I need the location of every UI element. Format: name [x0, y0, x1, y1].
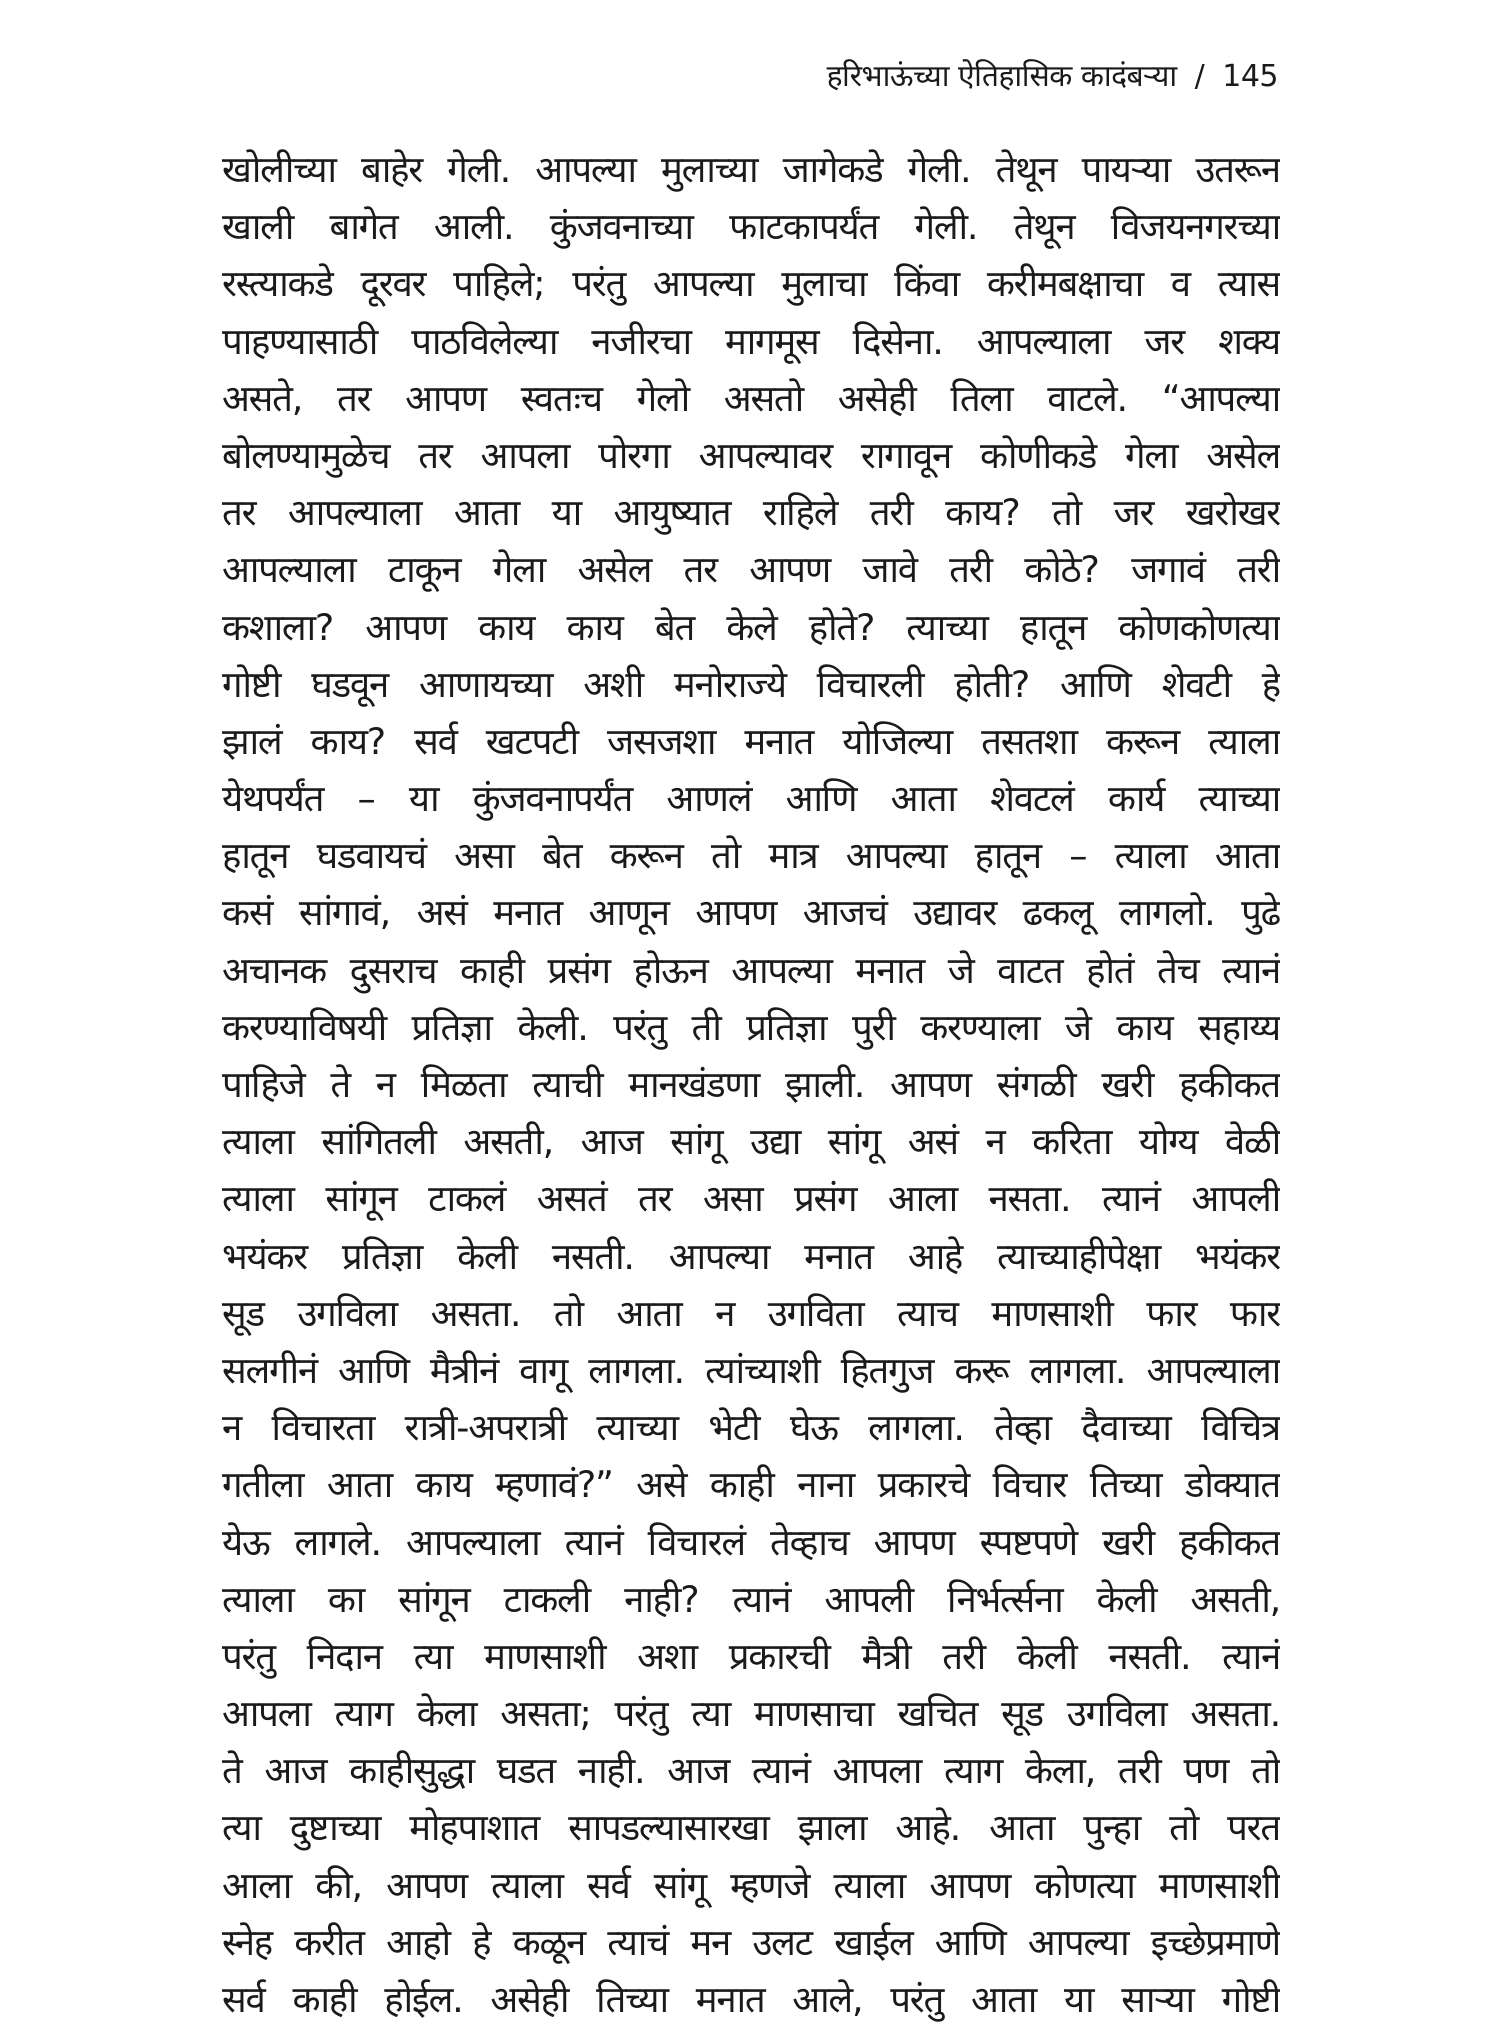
text-line: त्याला सांगितली असती, आज सांगू उद्या सांगू असं न करिता योग्य वेळी	[222, 1120, 1280, 1164]
text-line: त्याला सांगून टाकलं असतं तर असा प्रसंग आला नसता. त्यानं आपली	[222, 1177, 1280, 1221]
text-line: खोलीच्या बाहेर गेली. आपल्या मुलाच्या जागेकडे गेली. तेथून पायऱ्या उतरून	[222, 148, 1280, 191]
text-line: त्याला का सांगून टाकली नाही? त्यानं आपली निर्भर्त्सना केली असती,	[222, 1577, 1280, 1621]
text-line: खाली बागेत आली. कुंजवनाच्या फाटकापर्यंत गेली. तेथून विजयनगरच्या	[222, 205, 1280, 249]
text-line: करण्याविषयी प्रतिज्ञा केली. परंतु ती प्रतिज्ञा पुरी करण्याला जे काय सहाय्य	[222, 1005, 1280, 1049]
text-line: बोलण्यामुळेच तर आपला पोरगा आपल्यावर रागावून कोणीकडे गेला असेल	[222, 433, 1280, 477]
text-line: अचानक दुसराच काही प्रसंग होऊन आपल्या मनात जे वाटत होतं तेच त्यानं	[222, 948, 1280, 992]
text-line: येऊ लागले. आपल्याला त्यानं विचारलं तेव्हाच आपण स्पष्टपणे खरी हकीकत	[222, 1520, 1280, 1564]
text-line: भयंकर प्रतिज्ञा केली नसती. आपल्या मनात आहे त्याच्याहीपेक्षा भयंकर	[222, 1234, 1280, 1278]
page-number: 145	[1222, 59, 1278, 94]
text-line: न विचारता रात्री-अपरात्री त्याच्या भेटी घेऊ लागला. तेव्हा दैवाच्या विचित्र	[222, 1406, 1280, 1450]
text-line: झालं काय? सर्व खटपटी जसजशा मनात योजिल्या तसतशा करून त्याला	[222, 719, 1280, 763]
running-header-separator: /	[1194, 59, 1205, 94]
text-line: हातून घडवायचं असा बेत करून तो मात्र आपल्या हातून – त्याला आता	[222, 834, 1280, 878]
text-line: परंतु निदान त्या माणसाशी अशा प्रकारची मैत्री तरी केली नसती. त्यानं	[222, 1634, 1280, 1678]
text-line: गतीला आता काय म्हणावं?” असे काही नाना प्रकारचे विचार तिच्या डोक्यात	[222, 1463, 1280, 1507]
body-text	[222, 141, 1280, 2028]
text-line: सूड उगविला असता. तो आता न उगविता त्याच माणसाशी फार फार	[222, 1291, 1280, 1335]
text-line: गोष्टी घडवून आणायच्या अशी मनोराज्ये विचारली होती? आणि शेवटी हे	[222, 662, 1280, 706]
text-line: तर आपल्याला आता या आयुष्यात राहिले तरी काय? तो जर खरोखर	[222, 491, 1280, 535]
text-line: सर्व काही होईल. असेही तिच्या मनात आले, परंतु आता या साऱ्या गोष्टी	[222, 1978, 1280, 2021]
text-line: आला की, आपण त्याला सर्व सांगू म्हणजे त्याला आपण कोणत्या माणसाशी	[222, 1863, 1280, 1907]
text-line: असते, तर आपण स्वतःच गेलो असतो असेही तिला वाटले. “आपल्या	[222, 376, 1280, 420]
text-line: त्या दुष्टाच्या मोहपाशात सापडल्यासारखा झाला आहे. आता पुन्हा तो परत	[222, 1806, 1280, 1850]
text-line: आपल्याला टाकून गेला असेल तर आपण जावे तरी कोठे? जगावं तरी	[222, 548, 1280, 592]
running-header	[827, 52, 1278, 102]
text-line: रस्त्याकडे दूरवर पाहिले; परंतु आपल्या मुलाचा किंवा करीमबक्षाचा व त्यास	[222, 262, 1280, 306]
text-line: कशाला? आपण काय काय बेत केले होते? त्याच्या हातून कोणकोणत्या	[222, 605, 1280, 649]
text-line: स्नेह करीत आहो हे कळून त्याचं मन उलट खाईल आणि आपल्या इच्छेप्रमाणे	[222, 1920, 1280, 1964]
text-line: सलगीनं आणि मैत्रीनं वागू लागला. त्यांच्याशी हितगुज करू लागला. आपल्याला	[222, 1348, 1280, 1392]
text-line: आपला त्याग केला असता; परंतु त्या माणसाचा खचित सूड उगविला असता.	[222, 1692, 1280, 1736]
text-line: येथपर्यंत – या कुंजवनापर्यंत आणलं आणि आता शेवटलं कार्य त्याच्या	[222, 777, 1280, 821]
text-line: कसं सांगावं, असं मनात आणून आपण आजचं उद्यावर ढकलू लागलो. पुढे	[222, 891, 1280, 935]
text-line: ते आज काहीसुद्धा घडत नाही. आज त्यानं आपला त्याग केला, तरी पण तो	[222, 1749, 1280, 1793]
text-line: पाहिजे ते न मिळता त्याची मानखंडणा झाली. आपण संगळी खरी हकीकत	[222, 1063, 1280, 1106]
text-line: पाहण्यासाठी पाठविलेल्या नजीरचा मागमूस दिसेना. आपल्याला जर शक्य	[222, 319, 1280, 363]
running-header-title: हरिभाऊंच्या ऐतिहासिक कादंबऱ्या	[826, 59, 1177, 94]
